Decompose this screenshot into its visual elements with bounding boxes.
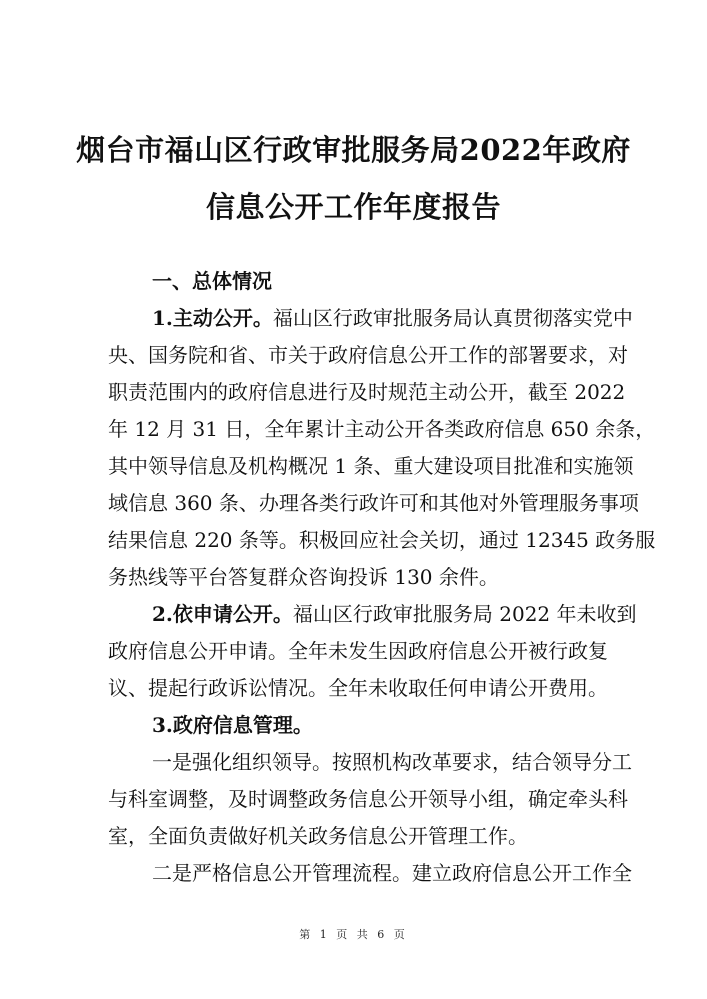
text-line [108, 340, 628, 377]
text-line [108, 784, 628, 821]
line-text: 室，全面负责做好机关政务信息公开管理工作。 [108, 824, 528, 848]
document-title-line-2: 信息公开工作年度报告 [205, 190, 501, 224]
line-text: 与科室调整，及时调整政务信息公开领导小组，确定牵头科 [108, 787, 628, 811]
text-line [108, 821, 598, 858]
paragraph-heading: 1.主动公开。 [152, 306, 273, 330]
paragraph-heading: 2.依申请公开。 [152, 602, 293, 626]
text-line [108, 266, 598, 303]
paragraph [108, 710, 598, 747]
paragraph [108, 858, 632, 895]
text-line [108, 599, 637, 636]
line-text: 其中领导信息及机构概况 1 条、重大建设项目批准和实施领 [108, 454, 634, 478]
text-line [108, 451, 634, 488]
line-text: 二是严格信息公开管理流程。建立政府信息公开工作全 [152, 861, 632, 885]
paragraph-heading: 一、总体情况 [152, 269, 272, 293]
text-line [108, 562, 598, 599]
text-line [108, 377, 626, 414]
text-line [108, 488, 639, 525]
paragraph-heading: 3.政府信息管理。 [152, 713, 313, 737]
paragraph [108, 266, 598, 303]
document-title-line-1: 烟台市福山区行政审批服务局2022年政府 [76, 133, 631, 167]
text-line [108, 673, 608, 710]
line-text: 央、国务院和省、市关于政府信息公开工作的部署要求，对 [108, 343, 628, 367]
paragraph [108, 303, 656, 599]
text-line [108, 636, 608, 673]
text-line [108, 414, 656, 451]
line-text: 职责范围内的政府信息进行及时规范主动公开，截至 2022 [108, 380, 626, 404]
document-body [108, 266, 656, 895]
line-text: 福山区行政审批服务局 2022 年未收到 [292, 602, 637, 626]
text-line [108, 858, 632, 895]
text-line [108, 303, 633, 340]
line-text: 域信息 360 条、办理各类行政许可和其他对外管理服务事项 [108, 491, 639, 515]
line-text: 年 12 月 31 日，全年累计主动公开各类政府信息 650 余条， [108, 417, 656, 441]
line-text: 结果信息 220 条等。积极回应社会关切，通过 12345 政务服 [108, 528, 656, 552]
text-line [108, 525, 656, 562]
line-text: 福山区行政审批服务局认真贯彻落实党中 [272, 306, 633, 330]
paragraph [108, 747, 632, 858]
text-line [108, 747, 632, 784]
line-text: 务热线等平台答复群众咨询投诉 130 余件。 [108, 565, 499, 589]
paragraph [108, 599, 637, 710]
line-text: 一是强化组织领导。按照机构改革要求，结合领导分工 [152, 750, 632, 774]
page-footer: 第 1 页 共 6 页 [299, 928, 408, 941]
text-line [108, 710, 598, 747]
line-text: 政府信息公开申请。全年未发生因政府信息公开被行政复 [108, 639, 608, 663]
line-text: 议、提起行政诉讼情况。全年未收取任何申请公开费用。 [108, 676, 608, 700]
